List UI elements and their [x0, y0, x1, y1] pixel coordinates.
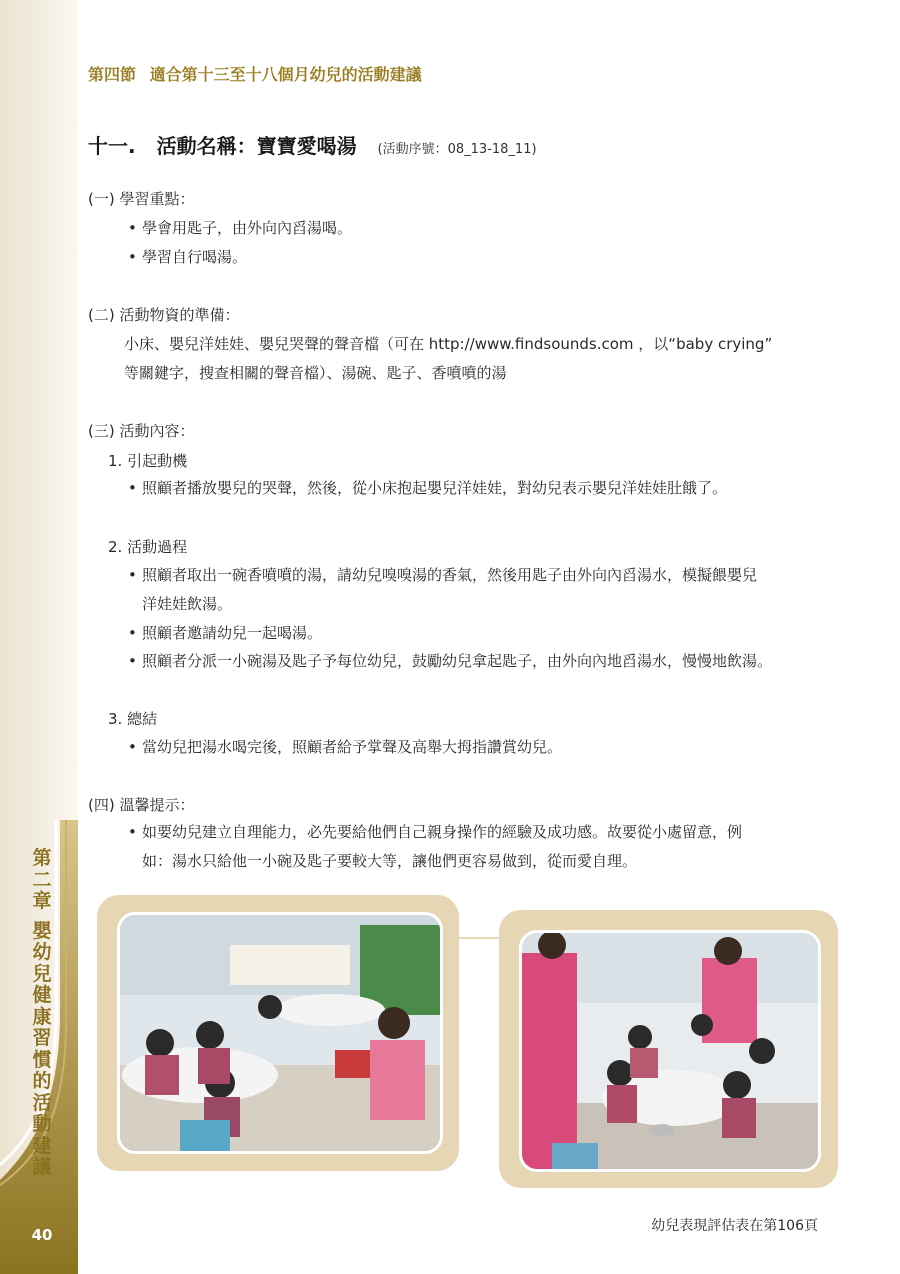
tips-heading: (四) 溫馨提示： [88, 796, 195, 814]
section-header [88, 62, 422, 85]
chapter-title: 嬰幼兒健康習慣的活動建議 [32, 919, 52, 1178]
activity-title [88, 130, 537, 159]
step1-item: • 照顧者播放嬰兒的哭聲，然後，從小床抱起嬰兒洋娃娃，對幼兒表示嬰兒洋娃娃肚餓了。 [128, 474, 828, 503]
activity-serial: (活動序號：08_13-18_11) [377, 142, 537, 157]
materials-heading: (二) 活動物資的準備： [88, 306, 240, 324]
step2-item: • 照顧者取出一碗香噴噴的湯，請幼兒嗅嗅湯的香氣，然後用匙子由外向內舀湯水，模擬餵嬰兒 洋娃娃飲湯。 [128, 561, 828, 619]
bullet-icon: • [128, 566, 137, 584]
photo-children-eating-soup [519, 930, 821, 1172]
section-title: 適合第十三至十八個月幼兒的活動建議 [149, 65, 422, 84]
chapter-number: 第二章 [32, 847, 52, 912]
chapter-vertical-title [30, 848, 54, 1179]
bullet-icon: • [128, 479, 137, 497]
section-number: 第四節 [88, 65, 137, 84]
photo-connector [458, 937, 500, 939]
step2-item: • 照顧者邀請幼兒一起喝湯。 [128, 619, 828, 648]
bullet-icon: • [128, 248, 137, 266]
content-heading: (三) 活動內容： [88, 422, 195, 440]
step3-item: • 當幼兒把湯水喝完後，照顧者給予掌聲及高舉大拇指讚賞幼兒。 [128, 733, 828, 762]
step2-label: 2. 活動過程 [108, 538, 188, 556]
learning-focus-heading: (一) 學習重點： [88, 190, 195, 208]
step1-label: 1. 引起動機 [108, 452, 188, 470]
activity-name: 活動名稱：寶寶愛喝湯 [156, 134, 357, 158]
activity-number: 十一. [88, 134, 136, 158]
learning-focus-item: • 學習自行喝湯。 [128, 243, 828, 272]
bullet-icon: • [128, 738, 137, 756]
learning-focus-item: • 學會用匙子，由外向內舀湯喝。 [128, 214, 828, 243]
bullet-icon: • [128, 219, 137, 237]
photo-children-at-table [117, 912, 443, 1154]
tips-item: • 如要幼兒建立自理能力，必先要給他們自己親身操作的經驗及成功感。故要從小處留意，例 如：湯水只給他一小碗及匙子要較大等，讓他們更容易做到，從而愛自理。 [128, 818, 828, 876]
page-number: 40 [31, 1226, 53, 1244]
step3-label: 3. 總結 [108, 710, 158, 728]
bullet-icon: • [128, 823, 137, 841]
step2-item: • 照顧者分派一小碗湯及匙子予每位幼兒，鼓勵幼兒拿起匙子，由外向內地舀湯水，慢慢地飲湯。 [128, 647, 828, 676]
bullet-icon: • [128, 652, 137, 670]
bullet-icon: • [128, 624, 137, 642]
materials-text: 小床、嬰兒洋娃娃、嬰兒哭聲的聲音檔（可在 http://www.findsounds.com ，以“baby crying” 等關鍵字，搜查相關的聲音檔）、湯碗、匙子、香噴噴的湯 [124, 335, 773, 382]
assessment-reference-note: 幼兒表現評估表在第106頁 [651, 1218, 818, 1234]
